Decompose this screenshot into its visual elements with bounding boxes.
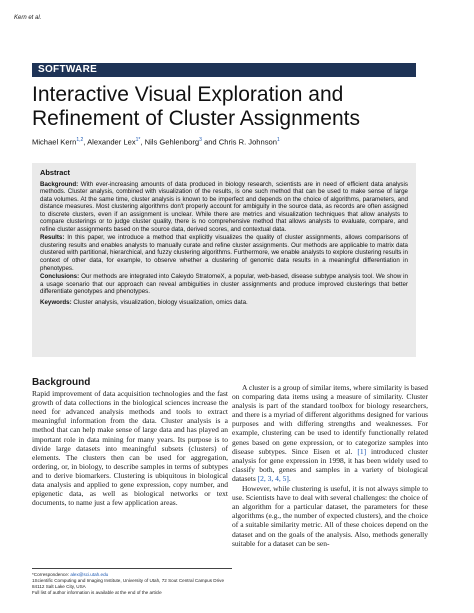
abstract-results: [40, 234, 408, 272]
correspondence-label: *Correspondence:: [32, 572, 70, 577]
paper-title: Interactive Visual Exploration and Refinement of Cluster Assignments: [32, 83, 360, 130]
body-text: .: [288, 473, 291, 483]
abstract-conclusions-label: Conclusions:: [40, 273, 80, 281]
body-paragraph: [232, 383, 428, 483]
abstract-conclusions-text: Our methods are integrated into Caleydo StratomeX, a popular, web-based, disease subtype analysis tool. We show in a usage scenario that our approach can reveal ambiguities in cluster assignments and produce improved clusterings that better differentiate genotypes and phenotypes.: [40, 273, 408, 296]
body-paragraph: However, while clustering is useful, it is not always simple to use. Scientists have to deal with several challenges: the choice of an algorithm for a particular dataset, the parameters for these algorithms (e.g., the number of expected clusters), and the choice of a suitable similarity metric. All of these choices depend on the dataset and on the goals of the analysis. Also, methods generally suitable for a dataset can be sen-: [232, 484, 428, 548]
author-list: [32, 137, 280, 147]
citation-link[interactable]: [2, 3, 4, 5]: [257, 473, 289, 483]
author-separator: ,: [83, 137, 88, 147]
author-name: Chris R. Johnson: [218, 137, 277, 147]
citation-link[interactable]: [1]: [357, 446, 367, 456]
body-paragraph: Rapid improvement of data acquisition technologies and the fast growth of data collections in the biological sciences increase the need for advanced analysis methods and tools to extract meaningful information from the data. Cluster analysis is a method that can help make sense of large data and has played an important role in data mining for many years. Its purpose is to divide large datasets into meaningful subsets (clusters) of elements. The clusters then can be used for aggregation, ordering, or, in biology, to describe samples in terms of subtypes and to derive biomarkers. Clustering is ubiquitous in biological data analysis and applied to gene expression, copy number, and epigenetic data, as well as biological networks or text documents, to name just a few application areas.: [32, 389, 228, 508]
section-label: SOFTWARE: [38, 64, 98, 75]
body-text: introduced cluster analysis for gene expression in 1998, it has been widely used to classify both, genes and samples in a variety of biological datasets: [232, 446, 428, 483]
email-link[interactable]: alex@sci.utah.edu: [70, 572, 109, 577]
abstract-background: [40, 181, 408, 234]
abstract-background-label: Background:: [40, 180, 79, 188]
abstract-keywords-text: Cluster analysis, visualization, biology visualization, omics data.: [73, 298, 248, 306]
author-info-note: Full list of author information is available at the end of the article: [32, 590, 162, 595]
section-banner: [32, 63, 416, 77]
author-separator: ,: [140, 137, 145, 147]
abstract-box: [32, 163, 416, 357]
affiliation-note: 1Scientific Computing and Imaging Institute, University of Utah, 72 Sout Central Campus Drive 84112 Salt Lake City, USA: [32, 578, 225, 589]
author-affiliation[interactable]: 1: [277, 137, 280, 143]
author-name: Nils Gehlenborg: [144, 137, 200, 147]
section-heading-background: Background: [32, 377, 91, 388]
abstract-conclusions: [40, 273, 408, 296]
left-column: [32, 378, 228, 507]
abstract-heading: Abstract: [40, 168, 70, 177]
author-affiliation[interactable]: 1*: [135, 137, 141, 143]
author-affiliation[interactable]: 1,2: [76, 137, 84, 143]
author-name: Alexander Lex: [87, 137, 136, 147]
abstract-background-text: With ever-increasing amounts of data produced in biology research, scientists are in need of efficient data analysis methods. Cluster analysis, combined with visualization of the results, is one such method that can be used to make sense of large data volumes. At the same time, cluster analysis is known to be imperfect and depends on the choice of algorithms, parameters, and distance measures. Most clustering algorithms don't properly account for ambiguity in the source data, as records are often assigned to discrete clusters, even if an assignment is unclear. While there are metrics and visualization techniques that allow analysts to compare clusterings or to judge cluster quality, there is no comprehensive method that allows analysts to evaluate, compare, and refine cluster assignments based on the source data, derived scores, and contextual data.: [40, 180, 408, 233]
abstract-results-label: Results:: [40, 234, 65, 242]
body-text: A cluster is a group of similar items, where similarity is based on comparing data items using a measure of similarity. Cluster analysis is part of the standard toolbox for biology researchers, and there is a myriad of different algorithms designed for various purposes and with differing strengths and weaknesses. For example, clustering can be used to identify functionally related genes based on gene expression, or to categorize samples into disease subtypes. Since Eisen et al.: [232, 383, 428, 456]
author-name: Michael Kern: [32, 137, 77, 147]
author-affiliation[interactable]: 3: [199, 137, 202, 143]
right-column: [232, 382, 428, 548]
running-head: Kern et al.: [14, 15, 42, 21]
abstract-keywords-label: Keywords:: [40, 298, 72, 306]
abstract-results-text: In this paper, we introduce a method that explicitly visualizes the quality of cluster assignments, allows comparisons of clustering results and enables analysts to manually curate and refine cluster assignments. Our methods are applicable to matrix data clustered with partitional, hierarchical, and fuzzy clustering algorithms. Furthermore, we enable analysts to explore clustering results in context of other data, for example, to observe whether a clustering of genomic data results in a meaningful differentiation in phenotypes.: [40, 234, 408, 272]
abstract-keywords: [40, 299, 408, 307]
footnotes: [32, 568, 232, 596]
author-separator: and: [201, 137, 219, 147]
